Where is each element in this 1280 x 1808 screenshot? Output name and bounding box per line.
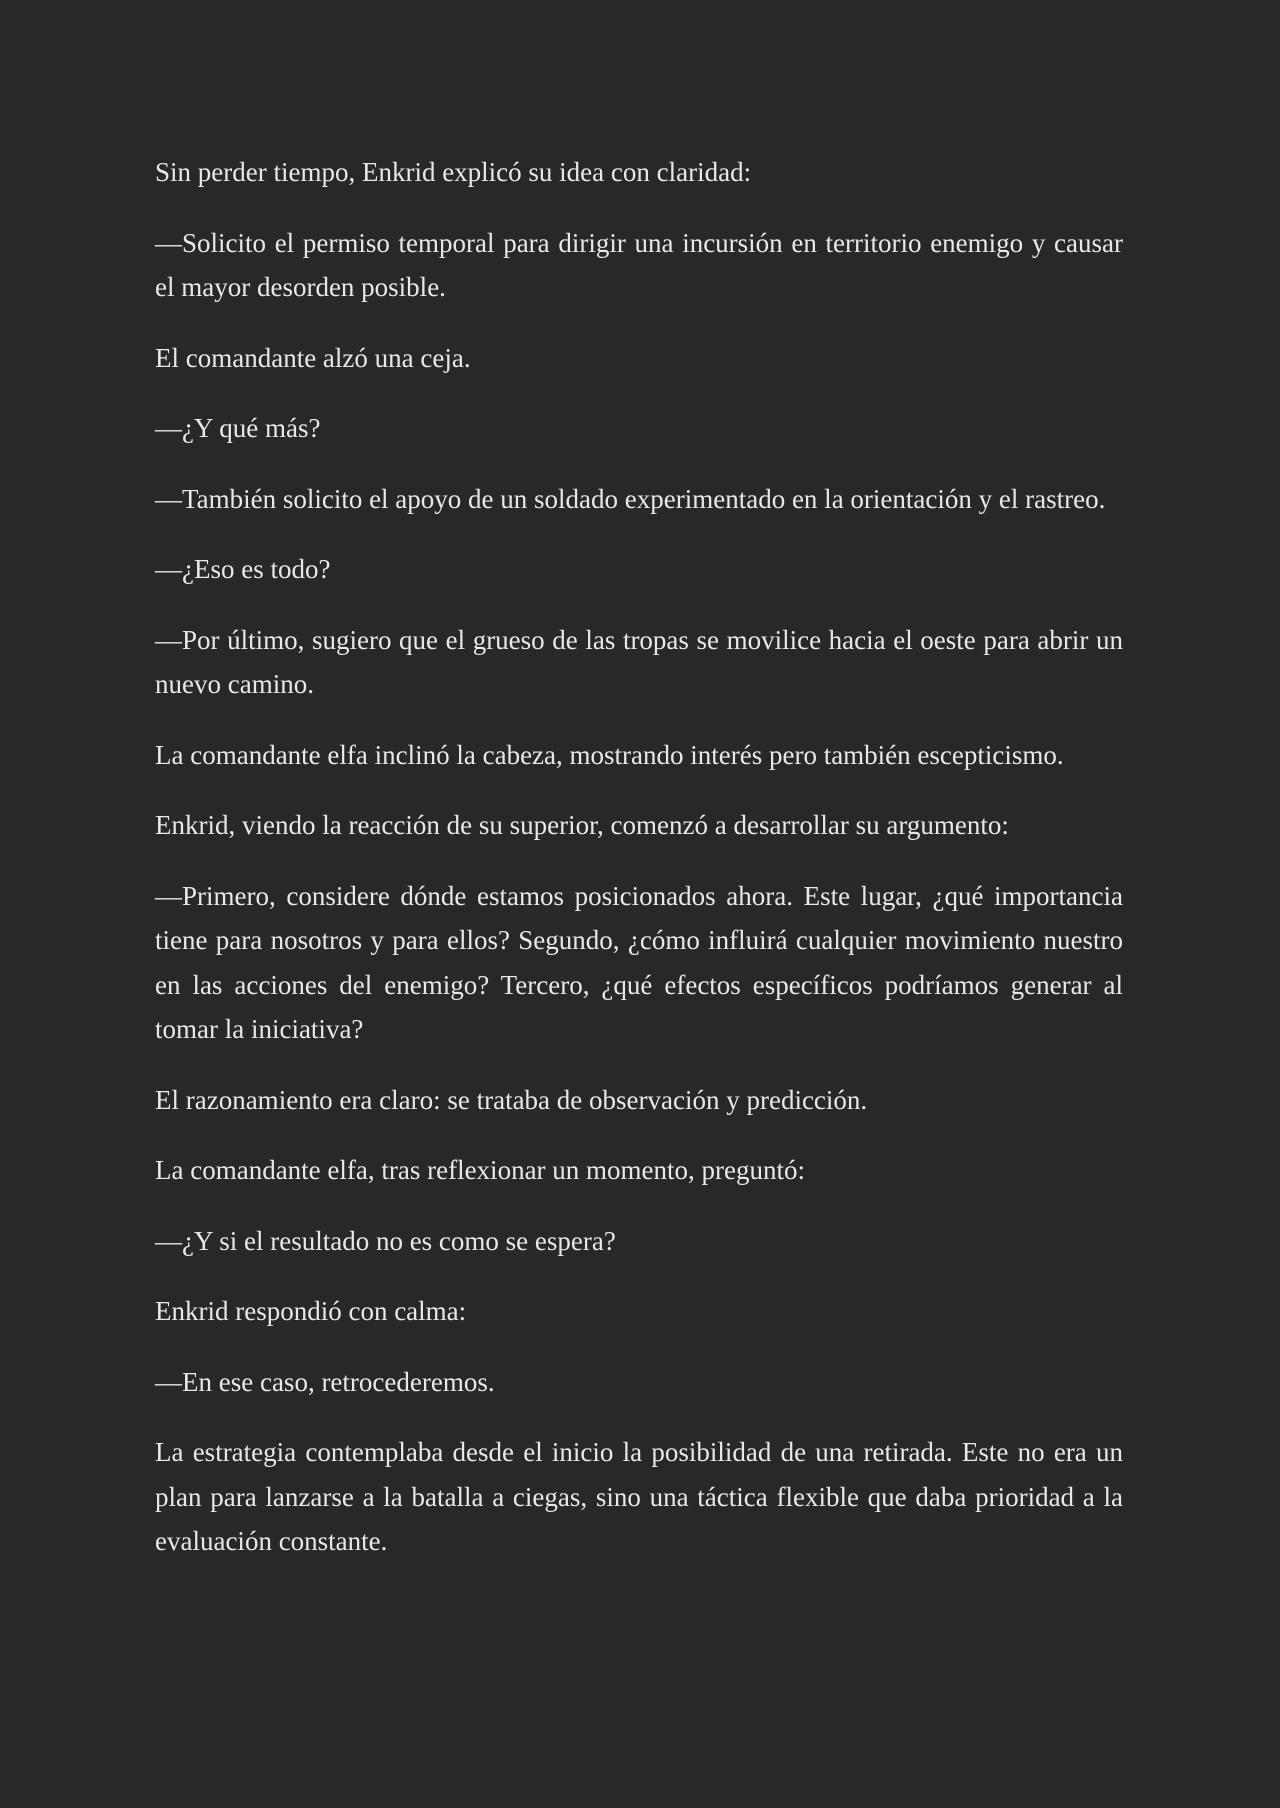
paragraph: La comandante elfa inclinó la cabeza, mostrando interés pero también escepticismo. — [155, 739, 1064, 770]
paragraph: —¿Y qué más? — [155, 413, 321, 443]
paragraph: —¿Eso es todo? — [155, 554, 331, 584]
paragraph: Sin perder tiempo, Enkrid explicó su idea con claridad: — [155, 157, 752, 187]
paragraph: La comandante elfa, tras reflexionar un momento, preguntó: — [155, 1155, 806, 1185]
paragraph: —También solicito el apoyo de un soldado experimentado en la orientación y el rastreo. — [155, 483, 1106, 514]
paragraph: —Por último, sugiero que el grueso de las tropas se movilice hacia el oeste para abrir un nuevo camino. — [155, 624, 1123, 699]
text-column — [155, 150, 1123, 1590]
paragraph: —¿Y si el resultado no es como se espera? — [155, 1225, 616, 1256]
paragraph: El razonamiento era claro: se trataba de observación y predicción. — [155, 1084, 868, 1115]
paragraph: La estrategia contemplaba desde el inicio la posibilidad de una retirada. Este no era un plan para lanzarse a la batalla a ciegas, sino una táctica flexible que daba prioridad a la evaluación constante. — [155, 1437, 1123, 1556]
paragraph: Enkrid, viendo la reacción de su superior, comenzó a desarrollar su argumento: — [155, 810, 1009, 840]
paragraph: —Primero, considere dónde estamos posicionados ahora. Este lugar, ¿qué importancia tiene para nosotros y para ellos? Segundo, ¿cómo influirá cualquier movimiento nuestro en las acciones del enemigo? Tercero, ¿qué efectos específicos podríamos generar al tomar la iniciativa? — [155, 880, 1123, 1044]
paragraph: El comandante alzó una ceja. — [155, 342, 471, 373]
paragraph: Enkrid respondió con calma: — [155, 1296, 467, 1326]
paragraph: —Solicito el permiso temporal para dirigir una incursión en territorio enemigo y causar el mayor desorden posible. — [155, 227, 1123, 302]
paragraph: —En ese caso, retrocederemos. — [155, 1366, 495, 1397]
